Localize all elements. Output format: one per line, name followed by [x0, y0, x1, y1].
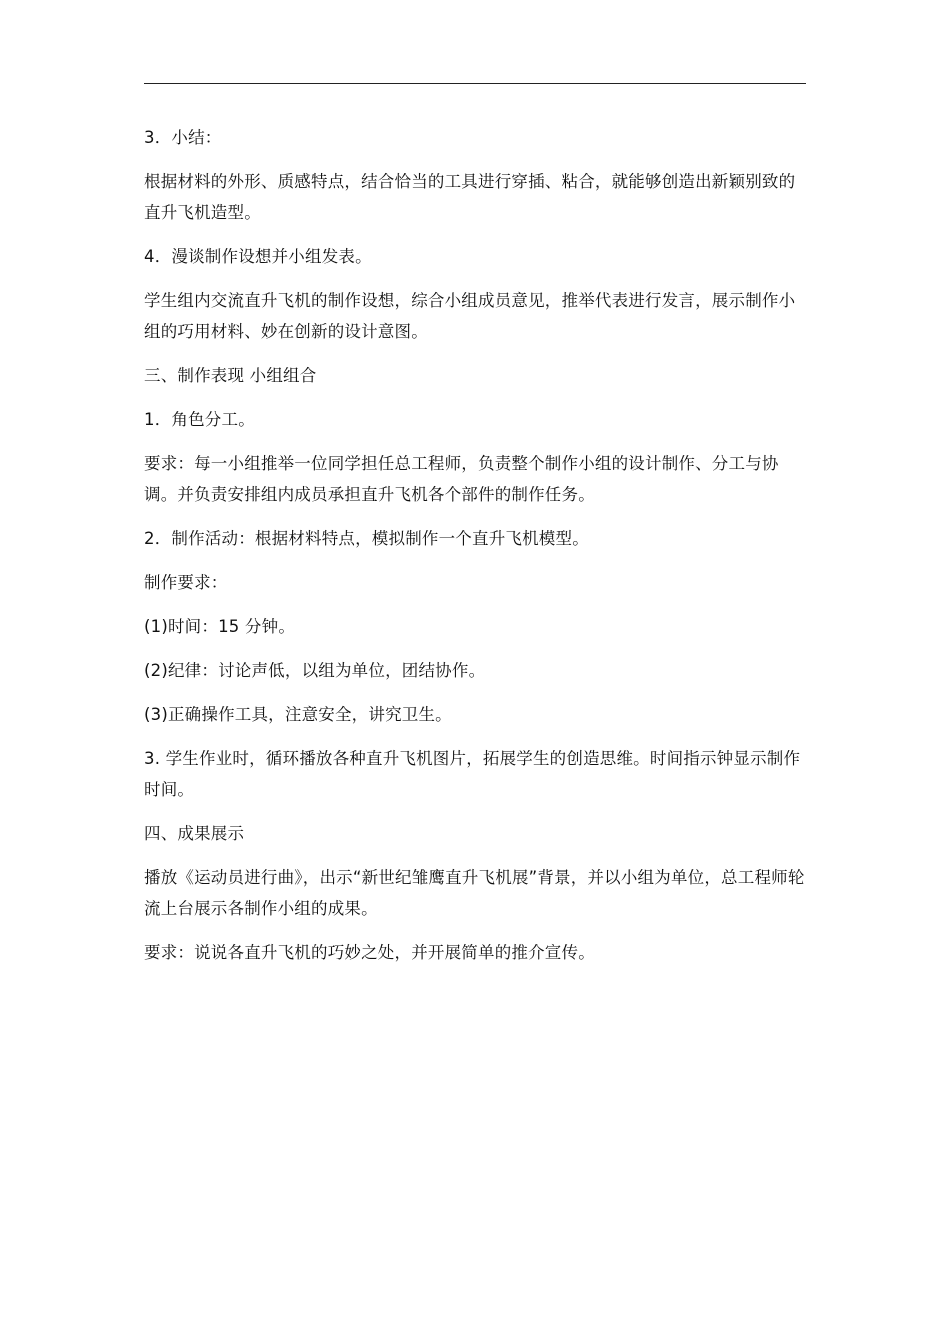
- paragraph-requirements-label: 制作要求：: [144, 573, 228, 592]
- header-divider: [144, 83, 806, 84]
- list-item-discipline: (2)纪律：讨论声低，以组为单位，团结协作。: [144, 661, 486, 680]
- paragraph-summary-text: 根据材料的外形、质感特点，结合恰当的工具进行穿插、粘合，就能够创造出新颖别致的直升飞机造型。: [144, 172, 796, 222]
- section-heading-production: 三、制作表现 小组组合: [144, 366, 317, 385]
- paragraph-roles-heading: 1．角色分工。: [144, 410, 255, 429]
- paragraph-results-requirement: 要求：说说各直升飞机的巧妙之处，并开展简单的推介宣传。: [144, 943, 595, 962]
- list-item-time: (1)时间：15 分钟。: [144, 617, 296, 636]
- paragraph-activity-heading: 2．制作活动：根据材料特点，模拟制作一个直升飞机模型。: [144, 529, 589, 548]
- paragraph-roles-text: 要求：每一小组推举一位同学担任总工程师，负责整个制作小组的设计制作、分工与协调。并负责安排组内成员承担直升飞机各个部件的制作任务。: [144, 454, 779, 504]
- paragraph-design-heading: 4．漫谈制作设想并小组发表。: [144, 247, 372, 266]
- paragraph-results-text: 播放《运动员进行曲》，出示“新世纪雏鹰直升飞机展”背景，并以小组为单位，总工程师轮流上台展示各制作小组的成果。: [144, 868, 805, 918]
- section-heading-results: 四、成果展示: [144, 824, 245, 843]
- paragraph-summary-heading: 3．小结：: [144, 128, 222, 147]
- list-item-safety: (3)正确操作工具，注意安全，讲究卫生。: [144, 705, 452, 724]
- paragraph-design-text: 学生组内交流直升飞机的制作设想，综合小组成员意见，推举代表进行发言，展示制作小组的巧用材料、妙在创新的设计意图。: [144, 291, 796, 341]
- paragraph-student-work: 3. 学生作业时，循环播放各种直升飞机图片，拓展学生的创造思维。时间指示钟显示制作时间。: [144, 749, 801, 799]
- document-body: [144, 122, 808, 981]
